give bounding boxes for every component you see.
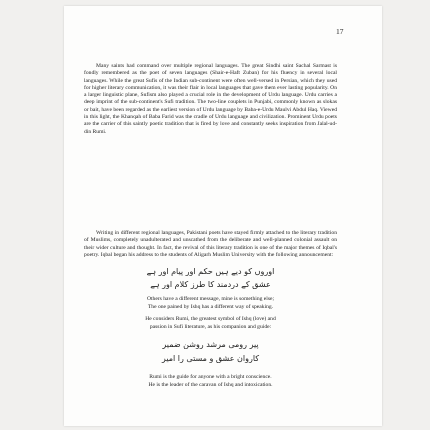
translation-2-line-1: Rumi is the guide for anyone with a bright conscience. (149, 374, 272, 380)
urdu-verse-line-3: پیر رومی مرشد روشن ضمیر (162, 340, 259, 349)
urdu-verse-line-1: اوروں کو دیے ہیں حکم اور پیام اور ہے (146, 267, 275, 276)
paragraph-rumi-intro (84, 316, 337, 331)
rumi-intro-line-1: He considers Rumi, the greatest symbol of Ishq (love) and (145, 316, 276, 322)
urdu-verse-line-4: کاروان عشق و مستی را امیر (161, 354, 260, 363)
verse-translation-1 (84, 296, 337, 311)
urdu-verse-line-2: عشق کے دردمند کا طرز کلام اور ہے (150, 280, 271, 289)
paragraph-literary-tradition: Writing in different regional languages, Pakistani poets have stayed firmly attached to the literary tradition of Muslims, completely unadulterated and unscathed from the deliberate and well-planned colonial assault on their wider culture and thought. In fact, the revival of this literary tradition is one of the major themes of Iqbal's poetry. Iqbal began his address to the students of Aligarh Muslim University with the following announcement: (84, 230, 337, 258)
translation-2-line-2: He is the leader of the caravan of Ishq and intoxication. (148, 381, 273, 388)
book-page (64, 6, 382, 426)
translation-1-line-2: The one pained by Ishq has a different way of speaking. (147, 303, 274, 310)
verse-translation-2 (84, 374, 337, 389)
translation-1-line-1: Others have a different message, mine is something else; (146, 296, 275, 302)
page-number: 17 (336, 27, 344, 36)
paragraph-sufi-languages: Many saints had command over multiple regional languages. The great Sindhi saint Sachal Sarmast is fondly remembered as the poet of seven languages (Shair-e-Haft Zuban) for his fluency in several local languages. While the great Sufis of the Indian sub-continent were often well-versed in Persian, which they used for higher literary communication, it was their flair in local languages that gave them ever lasting popularity. On a larger linguistic plane, Sufism also played a crucial role in the development of Urdu language. Urdu carries a deep imprint of the sub-continent's Sufi tradition. The two-line couplets in Punjabi, commonly known as slokas or bait, have been regarded as the earliest version of Urdu language by Baba-e-Urdu Maulvi Abdul Haq. Viewed in this light, the Khanqah of Baba Farid was the cradle of Urdu language and civilization. Prominent Urdu poets are the carrier of this saintly poetic tradition that is fired by love and constantly seeks inspiration from Jalal-ud-din Rumi. (84, 63, 337, 135)
rumi-intro-line-2: passion in Sufi literature, as his companion and guide: (149, 323, 272, 330)
